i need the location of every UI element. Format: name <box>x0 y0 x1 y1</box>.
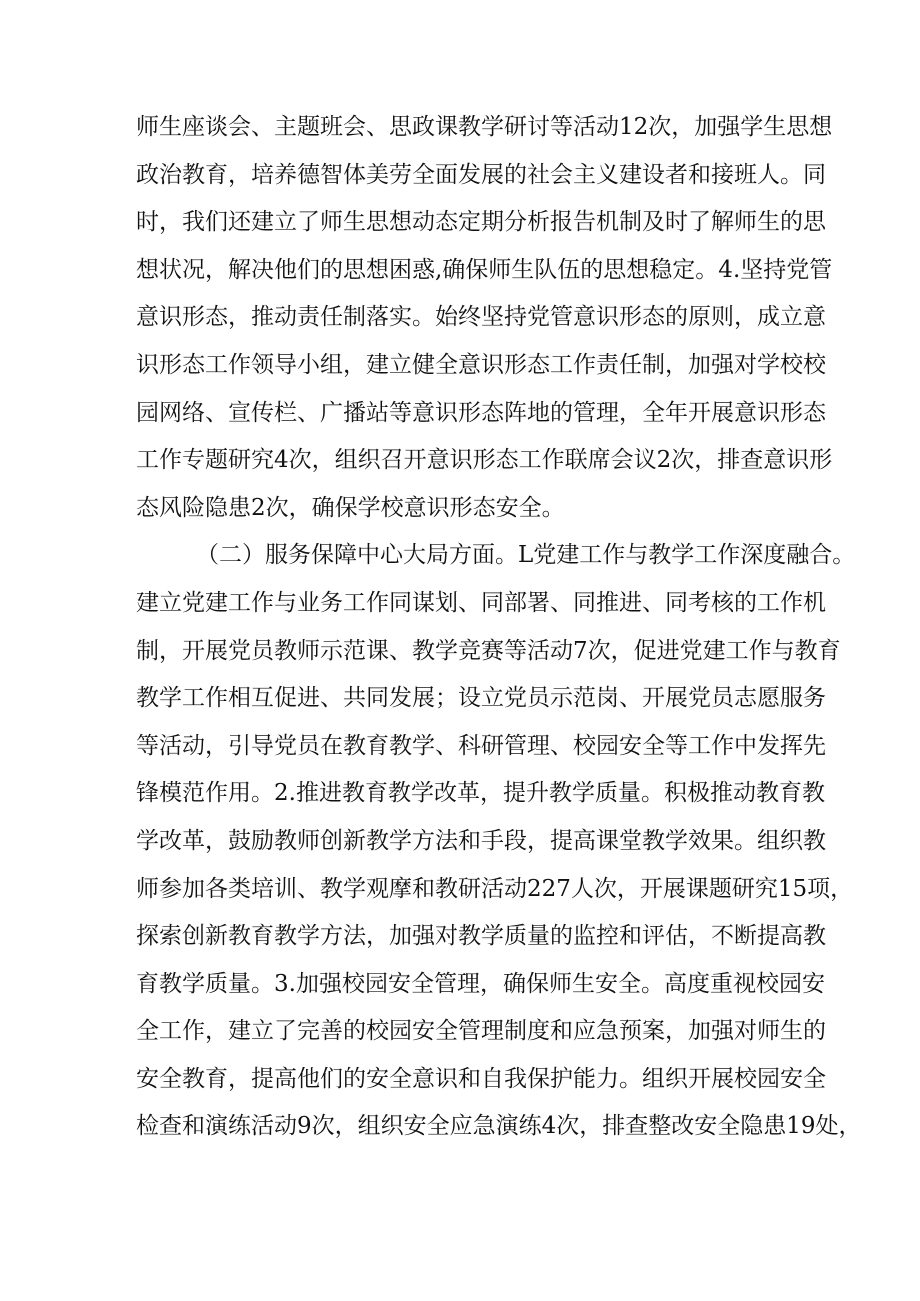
section-heading-line: （二）服务保障中心大局方面。L党建工作与教学工作深度融合。 <box>196 542 856 569</box>
paragraph-2 <box>136 532 862 1151</box>
text-line: 想状况，解决他们的思想困惑,确保师生队伍的思想稳定。4.坚持党管 <box>136 256 833 283</box>
text-line: 师生座谈会、主题班会、思政课教学研讨等活动12次，加强学生思想 <box>136 114 833 140</box>
text-line: 识形态工作领导小组，建立健全意识形态工作责任制，加强对学校校 <box>136 351 826 378</box>
text-line: 探索创新教育教学方法，加强对教学质量的监控和评估，不断提高教 <box>136 923 826 950</box>
text-line: 育教学质量。3.加强校园安全管理，确保师生安全。高度重视校园安 <box>136 970 825 997</box>
text-line: 锋模范作用。2.推进教育教学改革，提升教学质量。积极推动教育教 <box>136 780 825 807</box>
text-line: 安全教育，提高他们的安全意识和自我保护能力。组织开展校园安全 <box>136 1065 826 1092</box>
text-line: 全工作，建立了完善的校园安全管理制度和应急预案，加强对师生的 <box>136 1018 826 1045</box>
text-line: 等活动，引导党员在教育教学、科研管理、校园安全等工作中发挥先 <box>136 732 826 759</box>
text-line: 师参加各类培训、教学观摩和教研活动227人次，开展课题研究15项， <box>136 875 854 902</box>
text-line: 工作专题研究4次，组织召开意识形态工作联席会议2次，排查意识形 <box>136 447 833 474</box>
text-line: 时，我们还建立了师生思想动态定期分析报告机制及时了解师生的思 <box>136 209 826 236</box>
text-line: 制，开展党员教师示范课、教学竞赛等活动7次，促进党建工作与教育 <box>136 637 841 664</box>
text-line: 教学工作相互促进、共同发展；设立党员示范岗、开展党员志愿服务 <box>136 685 826 712</box>
text-line: 意识形态，推动责任制落实。始终坚持党管意识形态的原则，成立意 <box>136 304 826 331</box>
text-line: 建立党建工作与业务工作同谋划、同部署、同推进、同考核的工作机 <box>136 589 826 616</box>
text-line: 园网络、宣传栏、广播站等意识形态阵地的管理，全年开展意识形态 <box>136 399 826 426</box>
text-line: 态风险隐患2次，确保学校意识形态安全。 <box>136 494 565 521</box>
text-line: 检查和演练活动9次，组织安全应急演练4次，排查整改安全隐患19处， <box>136 1113 862 1140</box>
paragraph-1 <box>136 104 833 532</box>
body-text <box>136 104 862 1151</box>
text-line: 政治教育，培养德智体美劳全面发展的社会主义建设者和接班人。同 <box>136 161 826 188</box>
text-line: 学改革，鼓励教师创新教学方法和手段，提高课堂教学效果。组织教 <box>136 827 826 854</box>
